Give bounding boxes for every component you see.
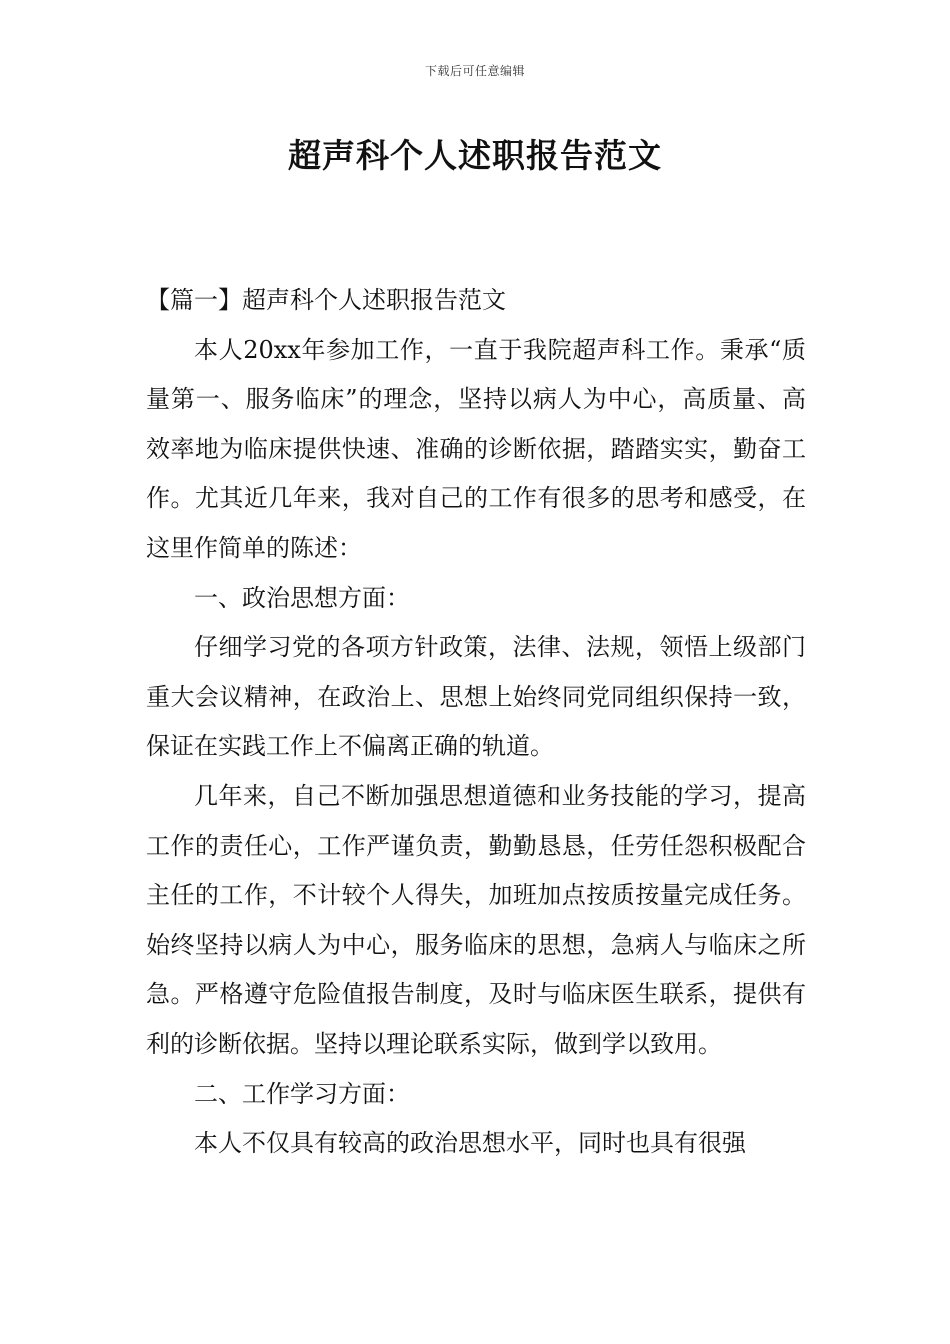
paragraph-political: 仔细学习党的各项方针政策，法律、法规，领悟上级部门重大会议精神，在政治上、思想上始终同党同组织保持一致，保证在实践工作上不偏离正确的轨道。 xyxy=(146,633,806,761)
paragraph-intro: 本人20xx年参加工作，一直于我院超声科工作。秉承“质量第一、服务临床”的理念，坚持以病人为中心，高质量、高效率地为临床提供快速、准确的诊断依据，踏踏实实，勤奋工作。尤其近几年来，我对自己的工作有很多的思考和感受，在这里作简单的陈述： xyxy=(146,335,806,562)
page-header-note: 下载后可任意编辑 xyxy=(424,64,525,78)
subheading-political: 一、政治思想方面： xyxy=(194,583,410,612)
subheading-work-study: 二、工作学习方面： xyxy=(194,1079,410,1108)
paragraph-work-study: 本人不仅具有较高的政治思想水平，同时也具有很强 xyxy=(194,1129,746,1158)
document-title: 超声科个人述职报告范文 xyxy=(288,136,662,175)
paragraph-work-attitude: 几年来，自己不断加强思想道德和业务技能的学习，提高工作的责任心，工作严谨负责，勤勤恳恳，任劳任怨积极配合主任的工作，不计较个人得失，加班加点按质按量完成任务。始终坚持以病人为中心，服务临床的思想，急病人与临床之所急。严格遵守危险值报告制度，及时与临床医生联系，提供有利的诊断依据。坚持以理论联系实际，做到学以致用。 xyxy=(146,781,806,1058)
section-heading: 【篇一】超声科个人述职报告范文 xyxy=(146,286,506,314)
document-body xyxy=(146,276,806,1169)
